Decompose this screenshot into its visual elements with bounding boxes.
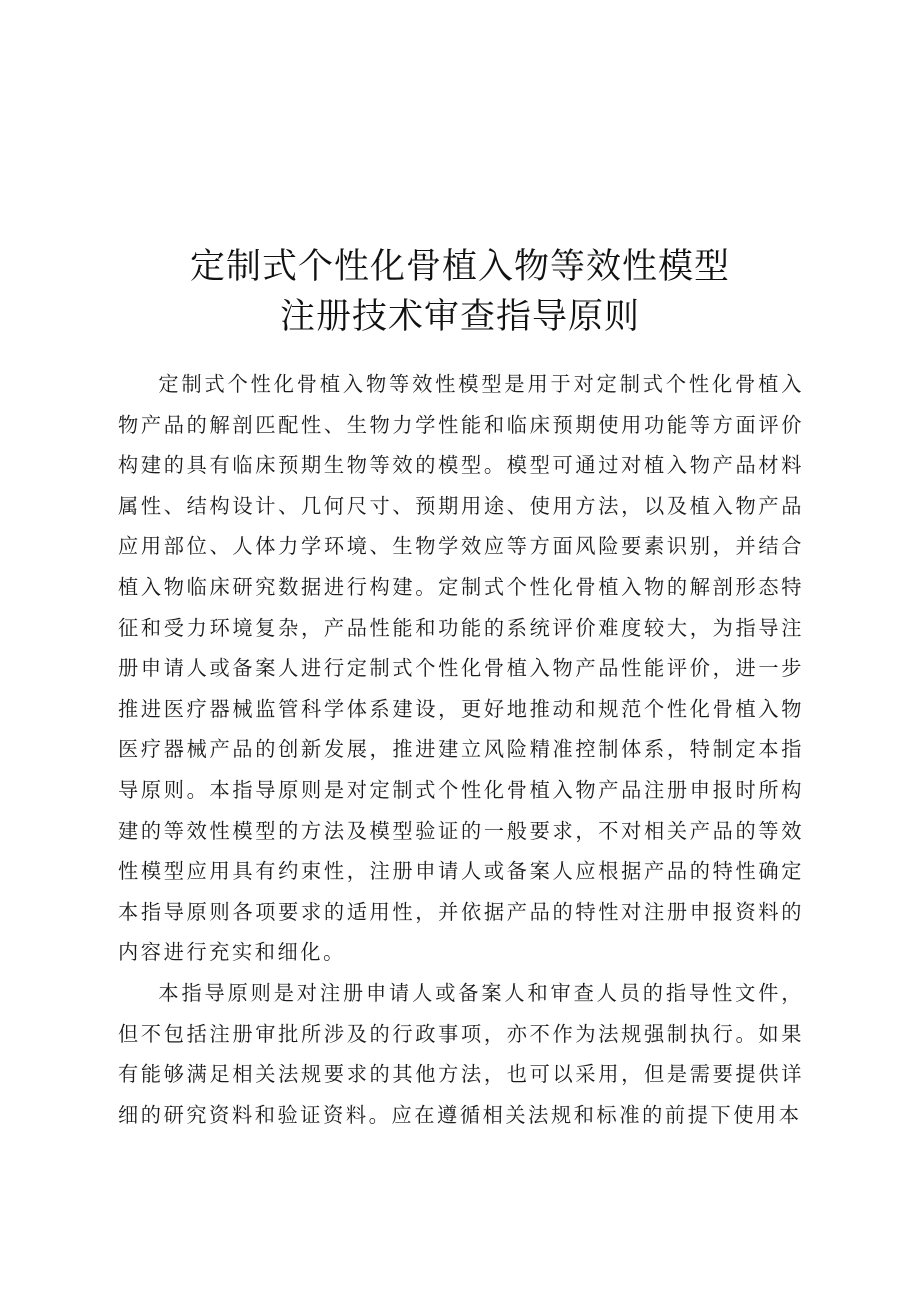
title-line-1: 定制式个性化骨植入物等效性模型 (189, 247, 730, 287)
title-line-2: 注册技术审查指导原则 (279, 297, 640, 337)
document-body (118, 364, 804, 1135)
paragraph-2: 本指导原则是对注册申请人或备案人和审查人员的指导性文件，但不包括注册审批所涉及的行政事项，亦不作为法规强制执行。如果有能够满足相关法规要求的其他方法，也可以采用，但是需要提供详细的研究资料和验证资料。应在遵循相关法规和标准的前提下使用本 (118, 980, 804, 1127)
document-title (0, 242, 920, 342)
paragraph-1: 定制式个性化骨植入物等效性模型是用于对定制式个性化骨植入物产品的解剖匹配性、生物力学性能和临床预期使用功能等方面评价构建的具有临床预期生物等效的模型。模型可通过对植入物产品材料属性、结构设计、几何尺寸、预期用途、使用方法，以及植入物产品应用部位、人体力学环境、生物学效应等方面风险要素识别，并结合植入物临床研究数据进行构建。定制式个性化骨植入物的解剖形态特征和受力环境复杂，产品性能和功能的系统评价难度较大，为指导注册申请人或备案人进行定制式个性化骨植入物产品性能评价，进一步推进医疗器械监管科学体系建设，更好地推动和规范个性化骨植入物医疗器械产品的创新发展，推进建立风险精准控制体系，特制定本指导原则。本指导原则是对定制式个性化骨植入物产品注册申报时所构建的等效性模型的方法及模型验证的一般要求，不对相关产品的等效性模型应用具有约束性，注册申请人或备案人应根据产品的特性确定本指导原则各项要求的适用性，并依据产品的特性对注册申报资料的内容进行充实和细化。 (118, 372, 804, 965)
